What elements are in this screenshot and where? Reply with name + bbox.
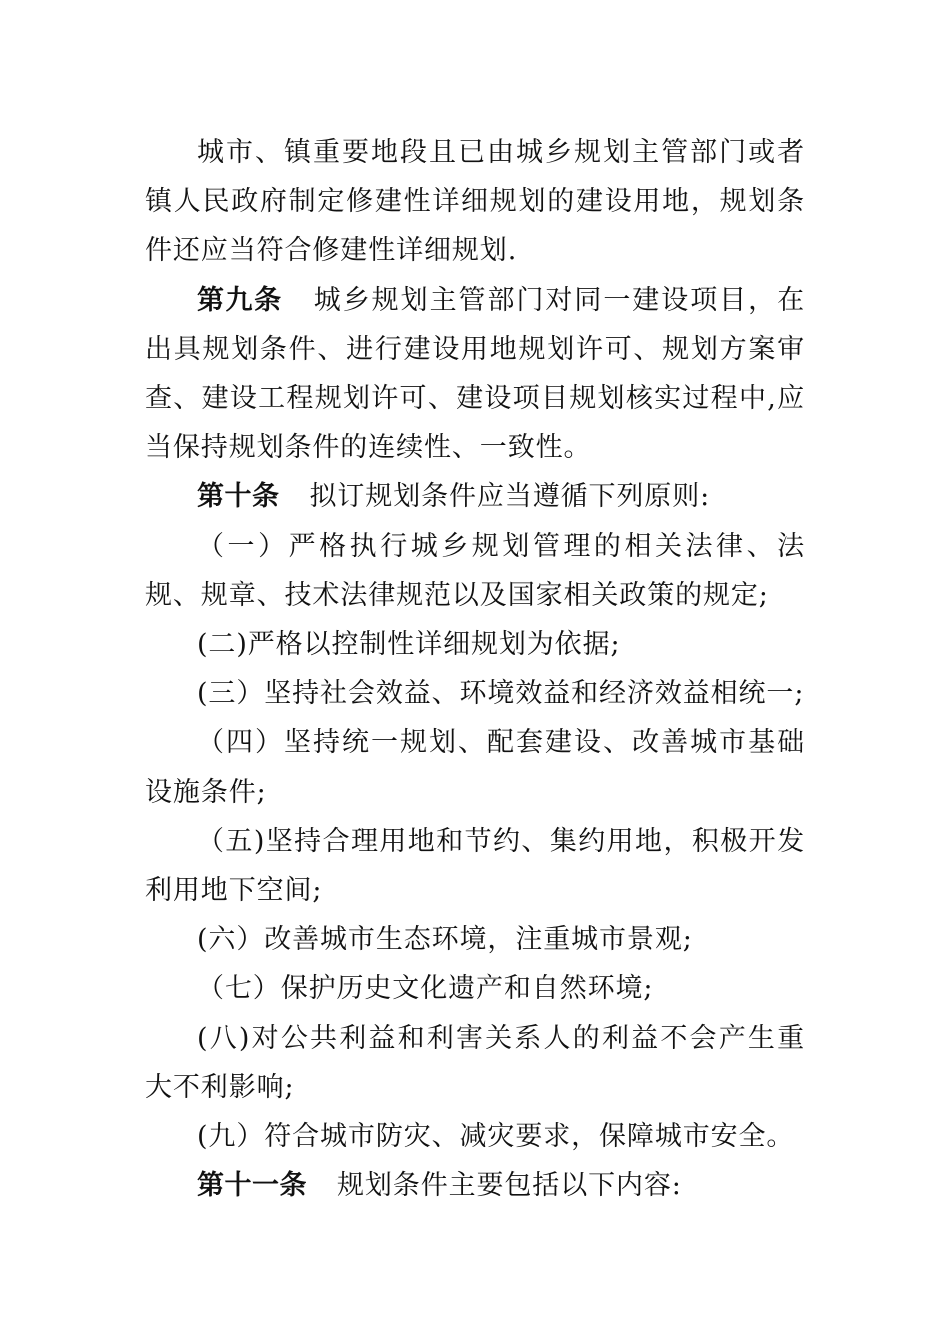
article-9	[145, 276, 805, 473]
article-10-text: 拟订规划条件应当遵循下列原则:	[309, 481, 711, 513]
principle-item-9: (九）符合城市防灾、减灾要求，保障城市安全。	[197, 1121, 795, 1153]
document-page	[145, 128, 805, 1210]
article-10-heading: 第十条	[197, 481, 280, 513]
article-9-text: 城乡规划主管部门对同一建设项目，在出具规划条件、进行建设用地规划许可、规划方案审查、建设工程规划许可、建设项目规划核实过程中,应当保持规划条件的连续性、一致性。	[145, 284, 805, 464]
article-11	[145, 1161, 805, 1210]
principle-item-7: （七）保护历史文化遗产和自然环境;	[197, 973, 654, 1005]
principle-item-8: (八)对公共利益和利害关系人的利益不会产生重大不利影响;	[145, 1022, 805, 1103]
principle-item-6: (六）改善城市生态环境，注重城市景观;	[197, 924, 693, 956]
article-9-heading: 第九条	[197, 284, 283, 316]
principle-item-1: （一）严格执行城乡规划管理的相关法律、法规、规章、技术法律规范以及国家相关政策的规定;	[145, 530, 805, 611]
principle-item-4: （四）坚持统一规划、配套建设、改善城市基础设施条件;	[145, 727, 805, 808]
article-11-heading: 第十一条	[197, 1170, 307, 1202]
principle-item-3: (三）坚持社会效益、环境效益和经济效益相统一;	[197, 678, 805, 710]
principle-item-5: （五)坚持合理用地和节约、集约用地，积极开发利用地下空间;	[145, 825, 805, 907]
paragraph-intro: 城市、镇重要地段且已由城乡规划主管部门或者镇人民政府制定修建性详细规划的建设用地，规划条件还应当符合修建性详细规划.	[145, 137, 805, 267]
article-11-text: 规划条件主要包括以下内容:	[337, 1170, 682, 1202]
article-10	[145, 472, 805, 521]
principle-item-2: (二)严格以控制性详细规划为依据;	[197, 629, 621, 661]
